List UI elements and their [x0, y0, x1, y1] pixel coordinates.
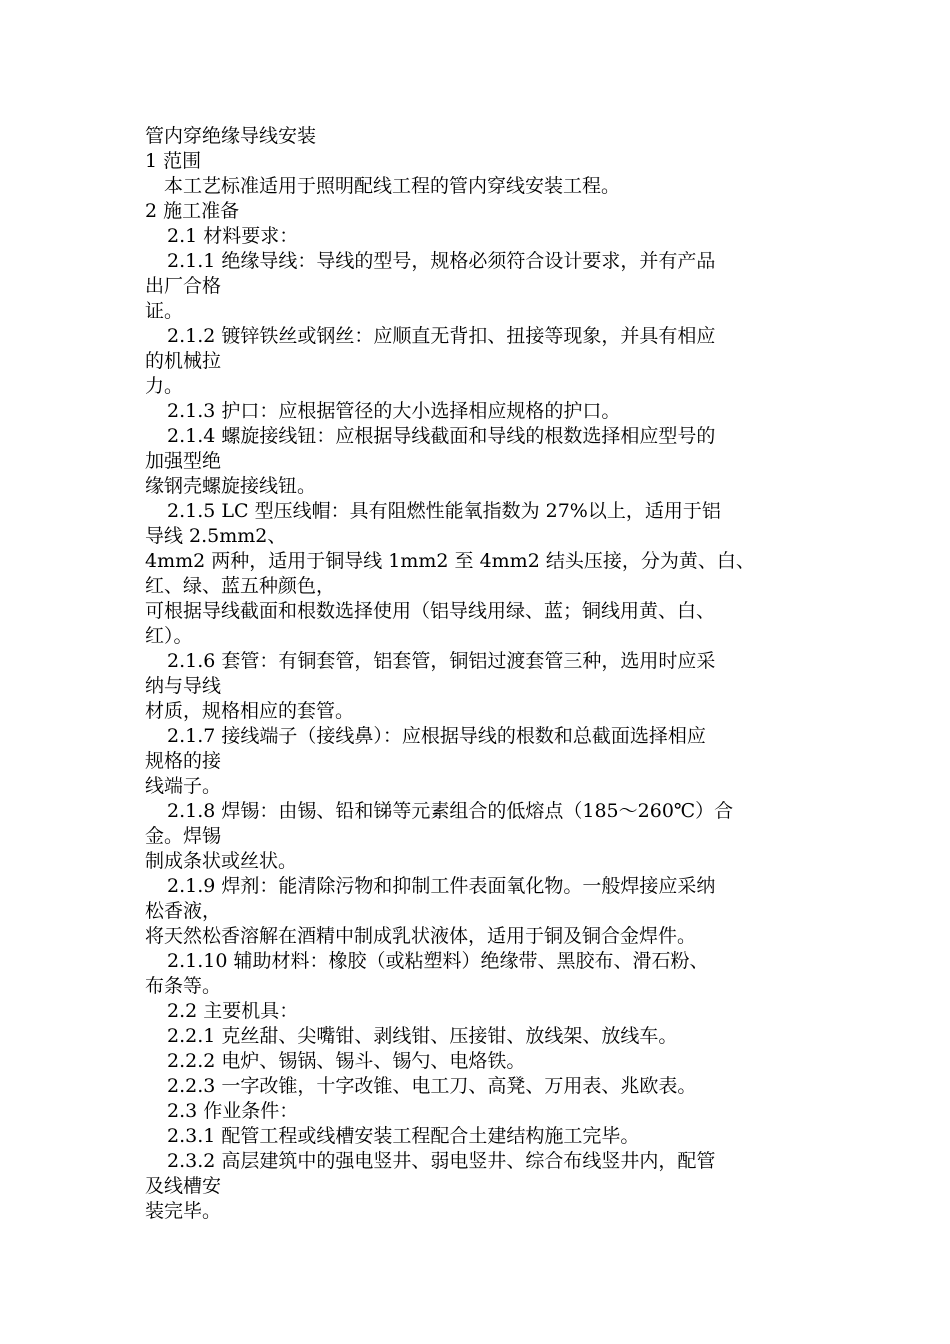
text-line: 及线槽安 — [145, 1175, 222, 1197]
text-line: 松香液， — [145, 900, 222, 922]
text-line: 装完毕。 — [145, 1200, 222, 1222]
document-title: 管内穿绝缘导线安装 — [145, 125, 317, 147]
text-line: 2 施工准备 — [145, 200, 240, 222]
text-line: 2.2.2 电炉、锡锅、锡斗、锡勺、电烙铁。 — [167, 1050, 526, 1072]
text-line: 本工艺标准适用于照明配线工程的管内穿线安装工程。 — [164, 175, 621, 197]
text-line: 2.3.1 配管工程或线槽安装工程配合土建结构施工完毕。 — [167, 1125, 640, 1147]
text-line: 2.1.10 辅助材料：橡胶（或粘塑料）绝缘带、黑胶布、滑石粉、 — [167, 950, 709, 972]
text-line: 2.2.1 克丝甜、尖嘴钳、剥线钳、压接钳、放线架、放线车。 — [167, 1025, 678, 1047]
text-line: 1 范围 — [145, 150, 202, 172]
text-line: 2.2 主要机具： — [167, 1000, 299, 1022]
text-line: 4mm2 两种，适用于铜导线 1mm2 至 4mm2 结头压接，分为黄、白、 — [145, 550, 755, 572]
text-line: 证。 — [145, 300, 184, 322]
text-line: 2.3 作业条件： — [167, 1100, 299, 1122]
text-line: 的机械拉 — [145, 350, 222, 372]
text-line: 导线 2.5mm2、 — [145, 525, 287, 547]
text-line: 2.1.8 焊锡：由锡、铅和锑等元素组合的低熔点（185～260℃）合 — [167, 800, 734, 822]
text-line: 2.3.2 高层建筑中的强电竖井、弱电竖井、综合布线竖井内，配管 — [167, 1150, 716, 1172]
text-line: 材质，规格相应的套管。 — [145, 700, 355, 722]
text-line: 2.1.3 护口：应根据管径的大小选择相应规格的护口。 — [167, 400, 621, 422]
text-line: 2.2.3 一字改锥，十字改锥、电工刀、高凳、万用表、兆欧表。 — [167, 1075, 697, 1097]
document-body — [145, 124, 835, 1224]
text-line: 制成条状或丝状。 — [145, 850, 298, 872]
text-line: 2.1.6 套管：有铜套管，铝套管，铜铝过渡套管三种，选用时应采 — [167, 650, 716, 672]
text-line: 金。焊锡 — [145, 825, 222, 847]
text-line: 纳与导线 — [145, 675, 222, 697]
text-line: 线端子。 — [145, 775, 222, 797]
text-line: 力。 — [145, 375, 184, 397]
text-line: 红、绿、蓝五种颜色， — [145, 575, 336, 597]
text-line: 2.1.4 螺旋接线钮：应根据导线截面和导线的根数选择相应型号的 — [167, 425, 716, 447]
text-line: 2.1.5 LC 型压线帽：具有阻燃性能氧指数为 27%以上，适用于铝 — [167, 500, 721, 522]
text-line: 将天然松香溶解在酒精中制成乳状液体，适用于铜及铜合金焊件。 — [145, 925, 697, 947]
text-line: 可根据导线截面和根数选择使用（铝导线用绿、蓝；铜线用黄、白、 — [145, 600, 716, 622]
text-line: 2.1.9 焊剂：能清除污物和抑制工件表面氧化物。一般焊接应采纳 — [167, 875, 716, 897]
text-line: 红）。 — [145, 625, 193, 647]
text-line: 出厂合格 — [145, 275, 222, 297]
text-line: 2.1.7 接线端子（接线鼻）：应根据导线的根数和总截面选择相应 — [167, 725, 706, 747]
text-line: 规格的接 — [145, 750, 222, 772]
text-line: 布条等。 — [145, 975, 222, 997]
text-line: 2.1.1 绝缘导线：导线的型号，规格必须符合设计要求，并有产品 — [167, 250, 716, 272]
document-lines — [145, 149, 835, 1224]
text-line: 缘钢壳螺旋接线钮。 — [145, 475, 317, 497]
text-line: 2.1 材料要求： — [167, 225, 299, 247]
text-line: 加强型绝 — [145, 450, 222, 472]
text-line: 2.1.2 镀锌铁丝或钢丝：应顺直无背扣、扭接等现象，并具有相应 — [167, 325, 716, 347]
